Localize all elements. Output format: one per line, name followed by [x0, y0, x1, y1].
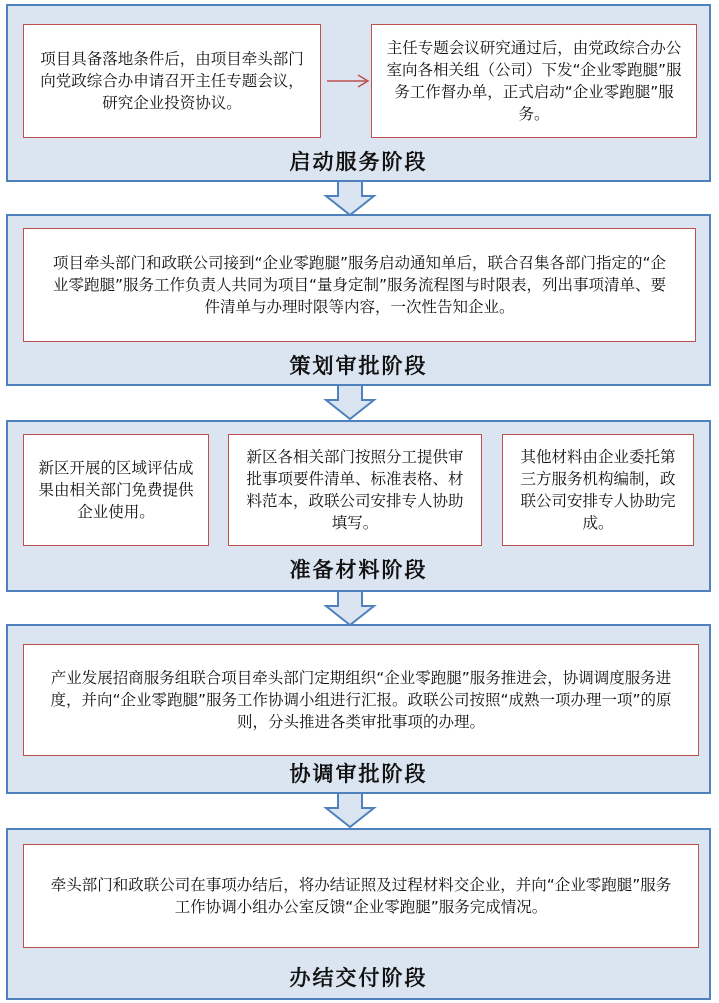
materials-box-third-party-text: 其他材料由企业委托第三方服务机构编制，政联公司安排专人协助完成。 — [520, 448, 676, 532]
right-arrow-icon — [324, 66, 374, 96]
materials-box-region-assessment — [23, 434, 209, 546]
completion-box-feedback — [23, 844, 699, 948]
coordinate-box-progress-meeting — [23, 644, 699, 756]
stage-planning-approval — [6, 214, 711, 386]
start-box-launch-service-text: 主任专题会议研究通过后，由党政综合办公室向各相关组（公司）下发“企业零跑腿”服务工作督办单，正式启动“企业零跑腿”服务。 — [386, 39, 682, 123]
down-arrow-icon — [320, 180, 380, 216]
stage-title-planning: 策划审批阶段 — [289, 353, 428, 378]
materials-box-region-assessment-text: 新区开展的区域评估成果由相关部门免费提供企业使用。 — [38, 459, 194, 521]
coordinate-box-progress-meeting-text: 产业发展招商服务组联合项目牵头部门定期组织“企业零跑腿”服务推进会，协调调度服务进度，并向“企业零跑腿”服务工作协调小组进行汇报。政联公司按照“成熟一项办理一项”的原则，分头推进各类审批事项的办理。 — [50, 669, 672, 731]
stage-title-completion: 办结交付阶段 — [289, 965, 428, 990]
materials-box-department-forms-text: 新区各相关部门按照分工提供审批事项要件清单、标准表格、材料范本，政联公司安排专人协助填写。 — [246, 448, 464, 532]
start-box-apply-meeting — [23, 24, 321, 138]
materials-box-department-forms — [228, 434, 482, 546]
start-box-apply-meeting-text: 项目具备落地条件后，由项目牵头部门向党政综合办申请召开主任专题会议，研究企业投资协议。 — [40, 50, 304, 112]
completion-box-feedback-text: 牵头部门和政联公司在事项办结后，将办结证照及过程材料交企业，并向“企业零跑腿”服务工作协调小组办公室反馈“企业零跑腿”服务完成情况。 — [50, 876, 672, 916]
down-arrow-icon — [320, 384, 380, 420]
start-box-launch-service — [371, 24, 697, 138]
stage-coordinate-approval — [6, 624, 711, 794]
down-arrow-icon — [320, 590, 380, 626]
stage-title-coordinate: 协调审批阶段 — [289, 761, 428, 786]
stage-prepare-materials — [6, 420, 711, 592]
stage-start-service — [6, 4, 711, 182]
stage-completion-delivery — [6, 828, 711, 1000]
down-arrow-icon — [320, 792, 380, 828]
planning-box-custom-plan-text: 项目牵头部门和政联公司接到“企业零跑腿”服务启动通知单后，联合召集各部门指定的“企业零跑腿”服务工作负责人共同为项目“量身定制”服务流程图与时限表，列出事项清单、要件清单与办理时限等内容，一次性告知企业。 — [52, 254, 667, 316]
materials-box-third-party — [502, 434, 694, 546]
stage-title-materials: 准备材料阶段 — [289, 557, 428, 582]
stage-title-start: 启动服务阶段 — [289, 149, 428, 174]
planning-box-custom-plan — [23, 228, 696, 342]
